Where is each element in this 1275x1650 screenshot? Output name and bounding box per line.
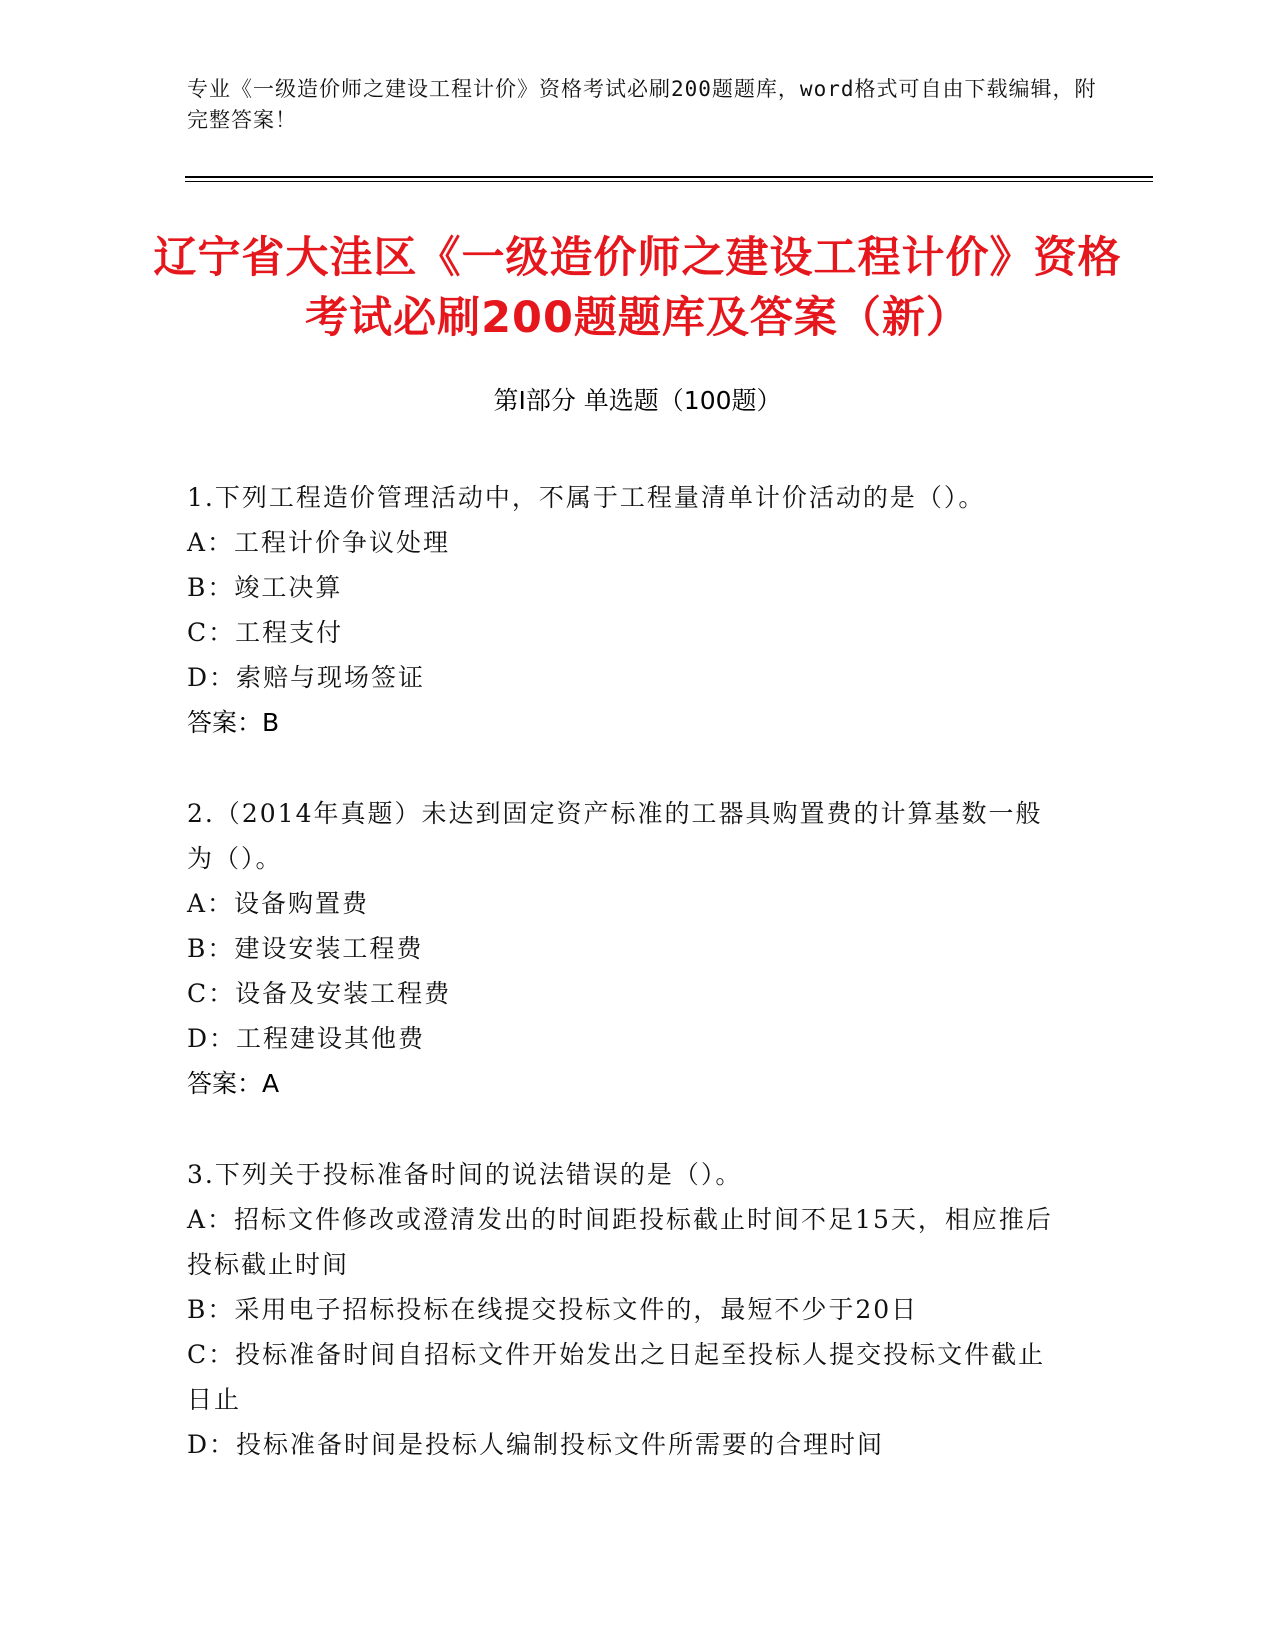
option-c: C：投标准备时间自招标文件开始发出之日起至投标人提交投标文件截止日止	[187, 1340, 1046, 1414]
option-d: D：投标准备时间是投标人编制投标文件所需要的合理时间	[187, 1430, 885, 1459]
question-stem: 3.下列关于投标准备时间的说法错误的是（）。	[187, 1160, 743, 1189]
option-a: A：工程计价争议处理	[187, 528, 451, 557]
question-2	[187, 791, 1067, 1106]
question-1	[187, 475, 1067, 745]
option-b: B：采用电子招标投标在线提交投标文件的，最短不少于20日	[187, 1295, 919, 1324]
option-a: A：招标文件修改或澄清发出的时间距投标截止时间不足15天，相应推后投标截止时间	[187, 1205, 1053, 1279]
option-d: D：索赔与现场签证	[187, 663, 426, 692]
header-note: 专业《一级造价师之建设工程计价》资格考试必刷200题题库，word格式可自由下载编辑，附完整答案！	[187, 77, 1097, 132]
question-stem: 2.（2014年真题）未达到固定资产标准的工器具购置费的计算基数一般为（）。	[187, 799, 1043, 873]
answer: 答案：B	[187, 708, 280, 737]
page-title: 辽宁省大洼区《一级造价师之建设工程计价》资格考试必刷200题题库及答案（新）	[153, 233, 1122, 343]
question-list	[187, 475, 1067, 1513]
section-title: 第Ⅰ部分 单选题（100题）	[493, 386, 782, 415]
option-b: B：竣工决算	[187, 573, 343, 602]
answer: 答案：A	[187, 1069, 280, 1098]
option-c: C：设备及安装工程费	[187, 979, 452, 1008]
option-a: A：设备购置费	[187, 889, 370, 918]
option-c: C：工程支付	[187, 618, 344, 647]
option-b: B：建设安装工程费	[187, 934, 424, 963]
header-divider	[185, 176, 1153, 178]
option-d: D：工程建设其他费	[187, 1024, 426, 1053]
header-divider-thin	[185, 181, 1153, 182]
question-3	[187, 1152, 1067, 1467]
question-stem: 1.下列工程造价管理活动中，不属于工程量清单计价活动的是（）。	[187, 483, 986, 512]
